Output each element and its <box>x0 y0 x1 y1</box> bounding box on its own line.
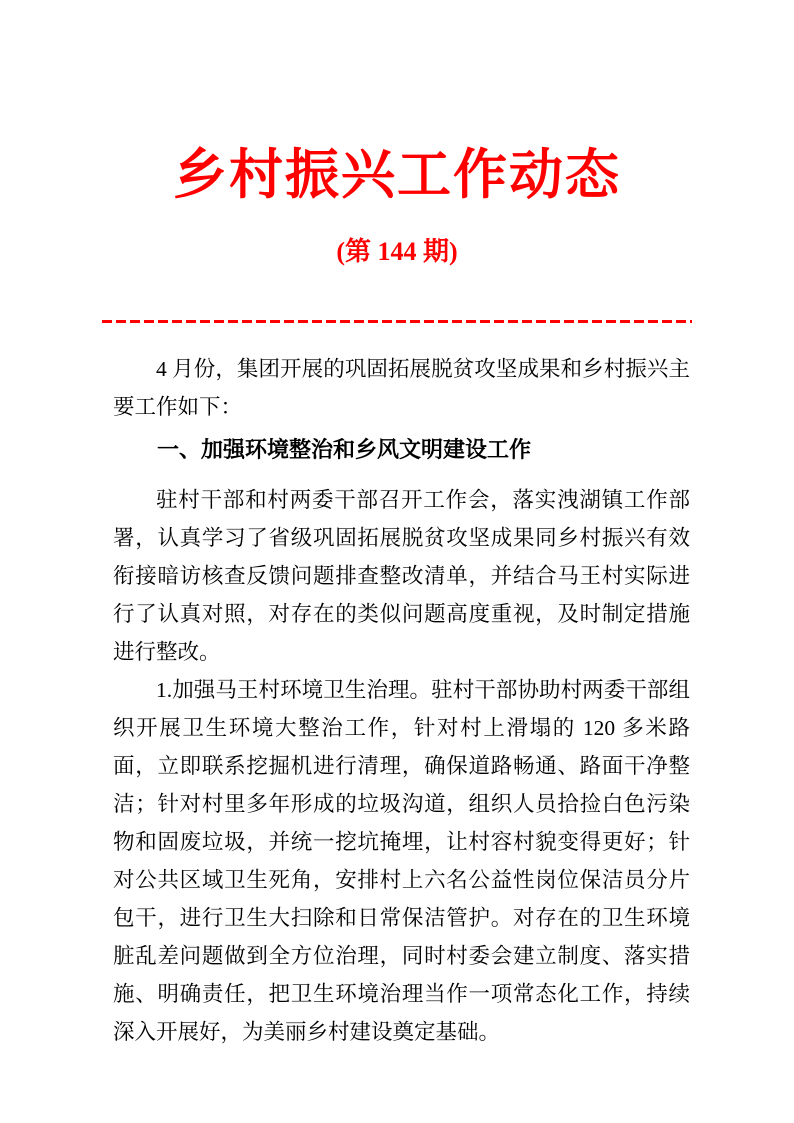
body-paragraph: 驻村干部和村两委干部召开工作会，落实洩湖镇工作部署，认真学习了省级巩固拓展脱贫攻坚成果同乡村振兴有效衔接暗访核查反馈问题排查整改清单，并结合马王村实际进行了认真对照，对存在的类似问题高度重视，及时制定措施进行整改。 <box>113 488 690 664</box>
document-title: 乡村振兴工作动态 <box>173 145 621 205</box>
document-body <box>113 350 690 1051</box>
issue-number: (第 144 期) <box>336 237 458 266</box>
body-paragraph: 1.加强马王村环境卫生治理。驻村干部协助村两委干部组织开展卫生环境大整治工作，针对村上滑塌的 120 多米路面，立即联系挖掘机进行清理，确保道路畅通、路面干净整洁；针对村里多年形成的垃圾沟道，组织人员拾捡白色污染物和固废垃圾，并统一挖坑掩埋，让村容村貌变得更好；针对公共区域卫生死角，安排村上六名公益性岗位保洁员分片包干，进行卫生大扫除和日常保洁管护。对存在的卫生环境脏乱差问题做到全方位治理，同时村委会建立制度、落实措施、明确责任，把卫生环境治理当作一项常态化工作，持续深入开展好，为美丽乡村建设奠定基础。 <box>113 678 690 1044</box>
red-dashed-divider <box>102 320 692 323</box>
section-heading: 一、加强环境整治和乡风文明建设工作 <box>157 437 532 462</box>
body-paragraph: 4 月份，集团开展的巩固拓展脱贫攻坚成果和乡村振兴主要工作如下： <box>113 357 690 419</box>
